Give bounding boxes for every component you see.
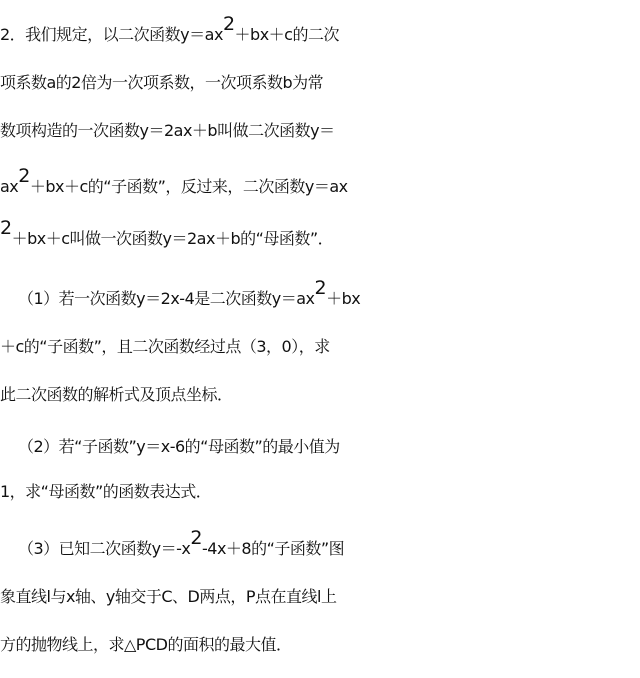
- text-line-4: [0, 162, 640, 212]
- text-segment: ＋bx＋c的二次: [234, 25, 339, 44]
- text-line-9: [0, 422, 640, 472]
- text-line-11: [0, 524, 640, 574]
- superscript: 2: [314, 276, 327, 299]
- text-segment: ＋bx＋c叫做一次函数y＝2ax＋b的“母函数”．: [11, 229, 334, 248]
- text-segment: 象直线l与x轴、y轴交于C、D两点，P点在直线l上: [0, 587, 337, 606]
- text-line-12: [0, 572, 640, 622]
- text-segment: （1）若一次函数y＝2x-4是二次函数y＝ax: [18, 289, 315, 308]
- superscript: 2: [0, 216, 12, 239]
- superscript: 2: [18, 164, 30, 187]
- text-line-8: [0, 370, 640, 420]
- superscript: 2: [222, 12, 235, 35]
- text-line-7: [0, 322, 640, 372]
- text-line-6: [0, 274, 640, 324]
- text-line-5: [0, 214, 640, 264]
- text-line-3: [0, 106, 640, 156]
- text-line-1: [0, 10, 640, 60]
- text-segment: ＋bx＋c的“子函数”，反过来，二次函数y＝ax: [29, 177, 348, 196]
- superscript: 2: [190, 526, 202, 549]
- text-segment: （3）已知二次函数y＝-x: [18, 539, 191, 558]
- text-line-13: [0, 620, 640, 670]
- text-segment: 项系数a的2倍为一次项系数，一次项系数b为常: [0, 73, 324, 92]
- text-segment: ＋bx: [326, 289, 361, 308]
- text-segment: 2．我们规定，以二次函数y＝ax: [0, 25, 223, 44]
- text-segment: ax: [0, 177, 19, 196]
- text-segment: 此二次函数的解析式及顶点坐标．: [0, 385, 233, 404]
- text-segment: （2）若“子函数”y＝x-6的“母函数”的最小值为: [18, 437, 340, 456]
- text-segment: -4x＋8的“子函数”图: [202, 539, 345, 558]
- text-segment: 1，求“母函数”的函数表达式．: [0, 482, 212, 501]
- text-line-2: [0, 58, 640, 108]
- text-segment: ＋c的“子函数”，且二次函数经过点（3，0），求: [0, 337, 330, 356]
- text-segment: 数项构造的一次函数y＝2ax＋b叫做二次函数y＝: [0, 121, 335, 140]
- text-line-10: [0, 467, 640, 517]
- text-segment: 方的抛物线上，求△PCD的面积的最大值．: [0, 635, 292, 654]
